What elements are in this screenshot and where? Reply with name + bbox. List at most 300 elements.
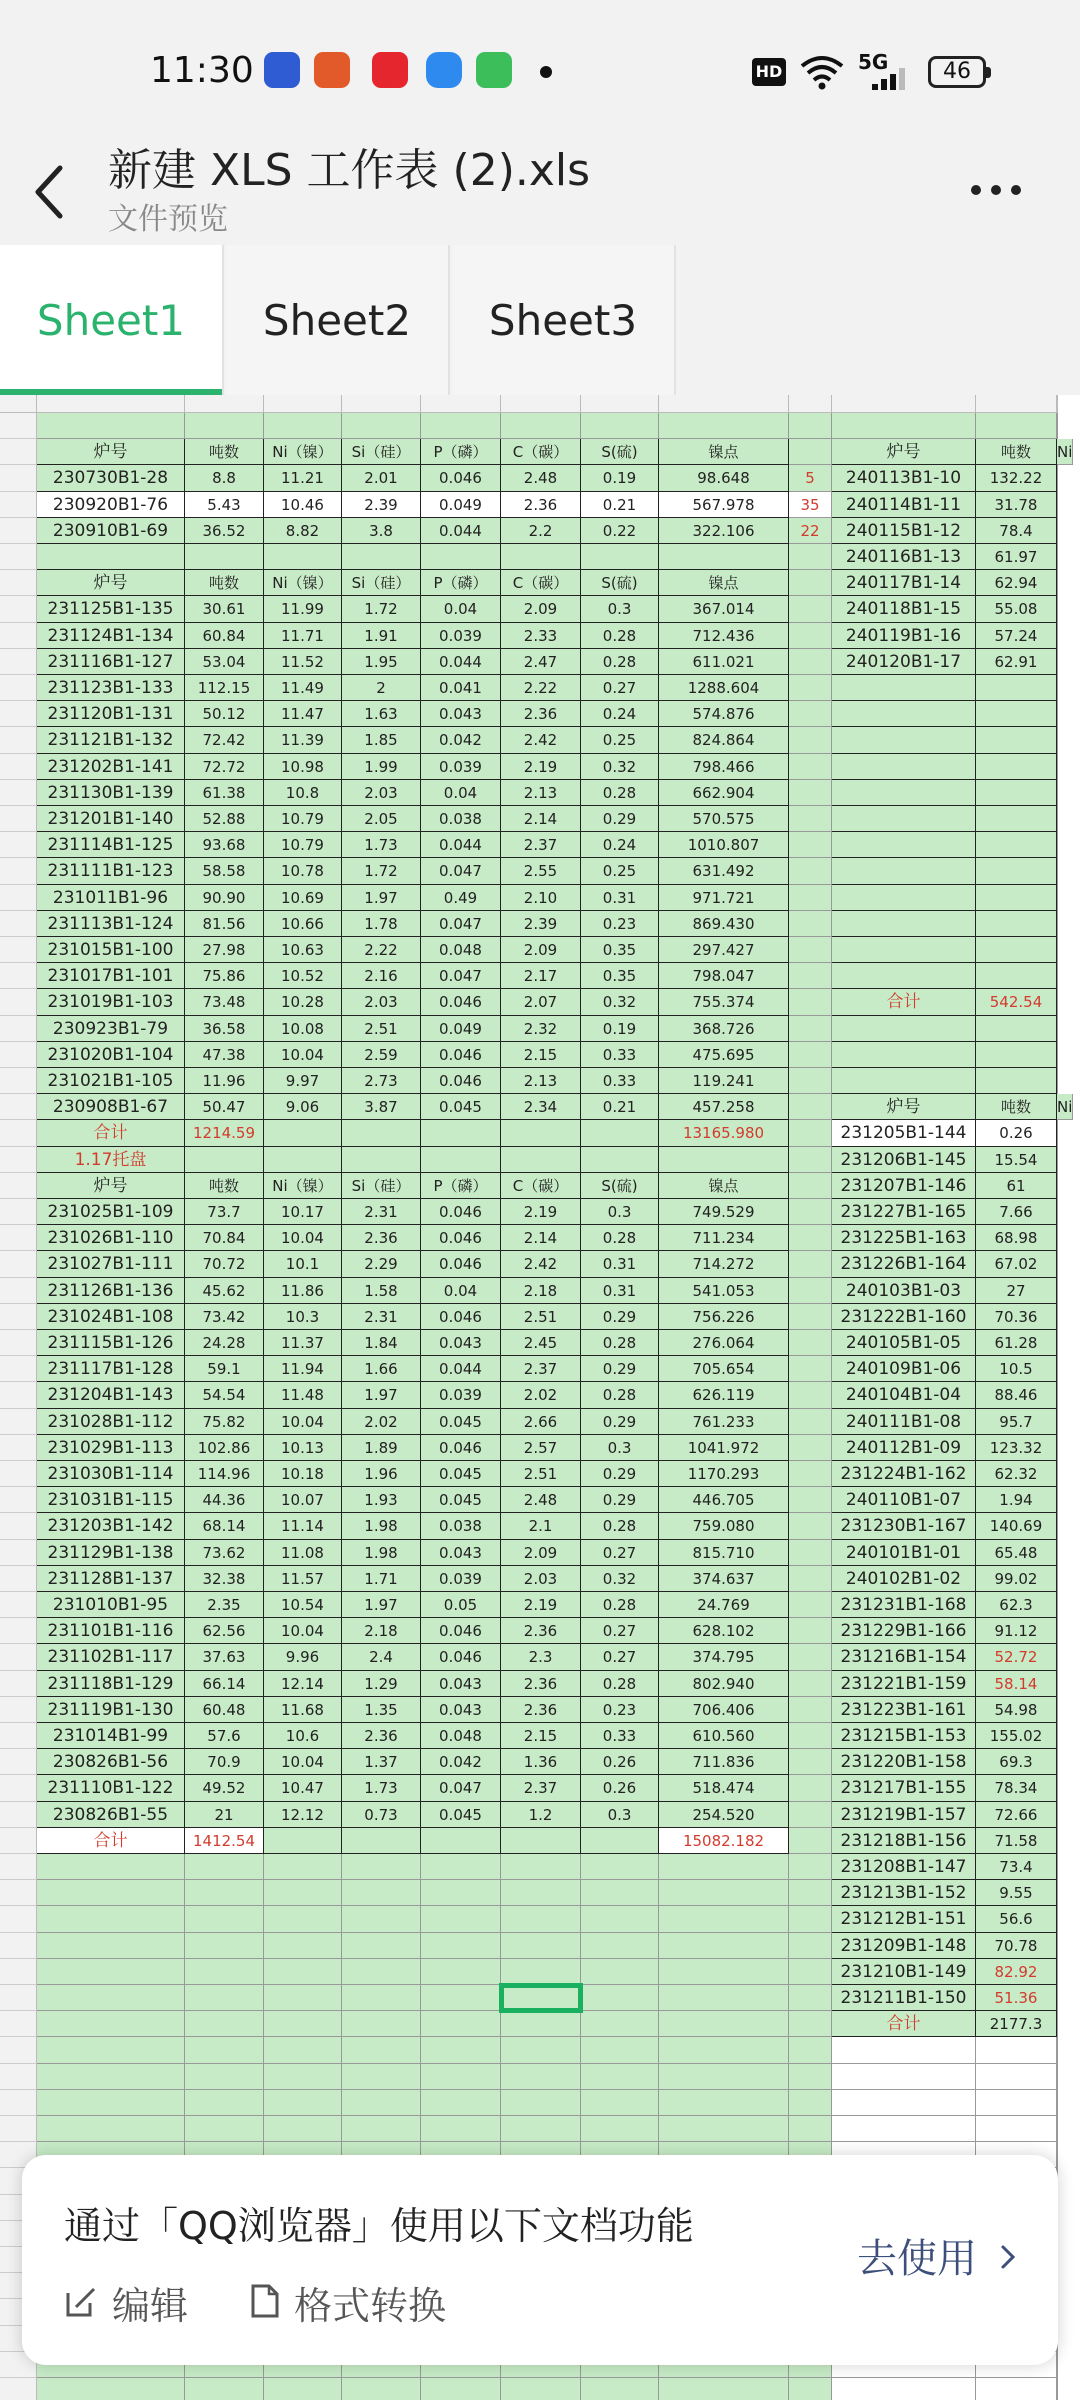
table-cell[interactable]: [501, 2378, 581, 2400]
table-cell[interactable]: 1.99: [342, 754, 421, 780]
table-cell[interactable]: 0.046: [421, 1251, 501, 1277]
table-cell[interactable]: [789, 675, 832, 701]
table-cell[interactable]: 61.28: [976, 1330, 1057, 1356]
table-cell[interactable]: [789, 1802, 832, 1828]
table-cell[interactable]: [581, 1120, 659, 1146]
table-cell[interactable]: [501, 1120, 581, 1146]
table-cell[interactable]: 0.046: [421, 1225, 501, 1251]
column-header[interactable]: [1057, 395, 1058, 413]
table-cell[interactable]: [421, 2090, 501, 2116]
table-cell[interactable]: [832, 727, 976, 753]
table-cell[interactable]: [976, 1068, 1057, 1094]
table-cell[interactable]: 10.18: [264, 1461, 342, 1487]
table-cell[interactable]: [1057, 1618, 1058, 1644]
table-cell[interactable]: 60.84: [185, 623, 264, 649]
column-header[interactable]: [976, 395, 1057, 413]
table-cell[interactable]: C（碳）: [501, 570, 581, 596]
table-cell[interactable]: 2.4: [342, 1644, 421, 1670]
table-cell[interactable]: 99.02: [976, 1566, 1057, 1592]
table-cell[interactable]: 712.436: [659, 623, 789, 649]
table-cell[interactable]: [581, 1933, 659, 1959]
table-cell[interactable]: 240101B1-01: [832, 1540, 976, 1566]
table-cell[interactable]: 230923B1-79: [37, 1016, 185, 1042]
table-cell[interactable]: 2.02: [342, 1409, 421, 1435]
table-cell[interactable]: [421, 1854, 501, 1880]
table-cell[interactable]: [185, 2378, 264, 2400]
table-cell[interactable]: 1.71: [342, 1566, 421, 1592]
table-cell[interactable]: 0.045: [421, 1094, 501, 1120]
table-cell[interactable]: 2.36: [501, 1697, 581, 1723]
table-cell[interactable]: 11.99: [264, 596, 342, 622]
table-cell[interactable]: 759.080: [659, 1513, 789, 1539]
table-cell[interactable]: 2.37: [501, 832, 581, 858]
table-cell[interactable]: [1057, 1749, 1058, 1775]
table-cell[interactable]: 2.48: [501, 1487, 581, 1513]
row-header[interactable]: [0, 570, 37, 596]
table-cell[interactable]: 2.48: [501, 465, 581, 491]
table-cell[interactable]: [832, 2378, 976, 2400]
table-cell[interactable]: [501, 1959, 581, 1985]
row-header[interactable]: [0, 1933, 37, 1959]
table-cell[interactable]: 15.54: [976, 1147, 1057, 1173]
table-cell[interactable]: Ni（镍）: [264, 439, 342, 465]
table-cell[interactable]: 297.427: [659, 937, 789, 963]
table-cell[interactable]: [789, 1566, 832, 1592]
table-cell[interactable]: [789, 1697, 832, 1723]
table-cell[interactable]: [832, 1016, 976, 1042]
table-cell[interactable]: [832, 885, 976, 911]
table-cell[interactable]: 68.14: [185, 1513, 264, 1539]
table-cell[interactable]: [1057, 727, 1058, 753]
table-cell[interactable]: 0.25: [581, 727, 659, 753]
table-cell[interactable]: [832, 806, 976, 832]
table-cell[interactable]: 62.32: [976, 1461, 1057, 1487]
table-cell[interactable]: 240114B1-11: [832, 492, 976, 518]
table-cell[interactable]: 570.575: [659, 806, 789, 832]
table-cell[interactable]: 231114B1-125: [37, 832, 185, 858]
table-cell[interactable]: 0.31: [581, 1251, 659, 1277]
table-cell[interactable]: 2.35: [185, 1592, 264, 1618]
table-cell[interactable]: [1057, 2116, 1058, 2142]
table-cell[interactable]: 457.258: [659, 1094, 789, 1120]
table-cell[interactable]: 0.26: [976, 1120, 1057, 1146]
table-cell[interactable]: [37, 1959, 185, 1985]
table-cell[interactable]: [789, 1513, 832, 1539]
table-cell[interactable]: 231211B1-150: [832, 1985, 976, 2011]
table-cell[interactable]: 95.7: [976, 1409, 1057, 1435]
table-cell[interactable]: [185, 2037, 264, 2063]
table-cell[interactable]: 231202B1-141: [37, 754, 185, 780]
table-cell[interactable]: 2.22: [501, 675, 581, 701]
table-cell[interactable]: [421, 413, 501, 439]
row-header[interactable]: [0, 1435, 37, 1461]
table-cell[interactable]: 2.36: [501, 492, 581, 518]
table-cell[interactable]: [342, 413, 421, 439]
table-cell[interactable]: 231020B1-104: [37, 1042, 185, 1068]
table-cell[interactable]: 2.51: [342, 1016, 421, 1042]
table-cell[interactable]: 50.47: [185, 1094, 264, 1120]
table-cell[interactable]: 0.28: [581, 1513, 659, 1539]
table-cell[interactable]: 98.648: [659, 465, 789, 491]
table-cell[interactable]: [1057, 1068, 1058, 1094]
table-cell[interactable]: [1057, 596, 1058, 622]
table-cell[interactable]: 2.2: [501, 518, 581, 544]
table-cell[interactable]: 869.430: [659, 911, 789, 937]
table-cell[interactable]: 吨数: [185, 1173, 264, 1199]
table-cell[interactable]: [1057, 701, 1058, 727]
table-cell[interactable]: [1057, 1985, 1058, 2011]
table-cell[interactable]: [581, 2037, 659, 2063]
table-cell[interactable]: 0.27: [581, 1644, 659, 1670]
table-cell[interactable]: [976, 2116, 1057, 2142]
row-header[interactable]: [0, 1644, 37, 1670]
table-cell[interactable]: 374.795: [659, 1644, 789, 1670]
edit-button[interactable]: [64, 2275, 188, 2330]
table-cell[interactable]: 231227B1-165: [832, 1199, 976, 1225]
table-cell[interactable]: 11.48: [264, 1382, 342, 1408]
table-cell[interactable]: Ni: [1057, 439, 1073, 465]
table-cell[interactable]: 0.039: [421, 1382, 501, 1408]
table-cell[interactable]: [1057, 1880, 1058, 1906]
table-cell[interactable]: 11.94: [264, 1356, 342, 1382]
table-cell[interactable]: [581, 2116, 659, 2142]
table-cell[interactable]: 231224B1-162: [832, 1461, 976, 1487]
table-cell[interactable]: [1057, 1382, 1058, 1408]
table-cell[interactable]: 2.51: [501, 1304, 581, 1330]
table-cell[interactable]: 0.32: [581, 1566, 659, 1592]
column-header[interactable]: [789, 395, 832, 413]
table-cell[interactable]: [1057, 1487, 1058, 1513]
table-cell[interactable]: [976, 1016, 1057, 1042]
table-cell[interactable]: [659, 2378, 789, 2400]
table-cell[interactable]: [789, 544, 832, 570]
table-cell[interactable]: [832, 832, 976, 858]
table-cell[interactable]: [789, 1592, 832, 1618]
table-cell[interactable]: [421, 1880, 501, 1906]
table-cell[interactable]: 0.05: [421, 1592, 501, 1618]
row-header[interactable]: [0, 1513, 37, 1539]
table-cell[interactable]: [501, 544, 581, 570]
table-cell[interactable]: [659, 2116, 789, 2142]
table-cell[interactable]: 802.940: [659, 1671, 789, 1697]
table-cell[interactable]: 0.044: [421, 832, 501, 858]
tab-sheet2[interactable]: Sheet2: [226, 245, 450, 395]
row-header[interactable]: [0, 1618, 37, 1644]
table-cell[interactable]: 58.14: [976, 1671, 1057, 1697]
table-cell[interactable]: 2177.3: [976, 2011, 1057, 2037]
back-button[interactable]: [30, 150, 90, 230]
table-cell[interactable]: 231230B1-167: [832, 1513, 976, 1539]
table-cell[interactable]: 2.10: [501, 885, 581, 911]
table-cell[interactable]: 0.046: [421, 1435, 501, 1461]
table-cell[interactable]: 炉号: [832, 439, 976, 465]
table-cell[interactable]: [976, 2064, 1057, 2090]
table-cell[interactable]: 22: [789, 518, 832, 544]
table-cell[interactable]: 5.43: [185, 492, 264, 518]
table-cell[interactable]: 镍点: [659, 439, 789, 465]
table-cell[interactable]: 1214.59: [185, 1120, 264, 1146]
table-cell[interactable]: [976, 858, 1057, 884]
table-cell[interactable]: [789, 1933, 832, 1959]
table-cell[interactable]: 36.52: [185, 518, 264, 544]
table-cell[interactable]: 1.93: [342, 1487, 421, 1513]
table-cell[interactable]: 0.29: [581, 1356, 659, 1382]
table-cell[interactable]: 0.047: [421, 963, 501, 989]
table-cell[interactable]: 231029B1-113: [37, 1435, 185, 1461]
table-cell[interactable]: 0.041: [421, 675, 501, 701]
table-cell[interactable]: [264, 1854, 342, 1880]
table-cell[interactable]: 518.474: [659, 1775, 789, 1801]
table-cell[interactable]: [1057, 2037, 1058, 2063]
table-cell[interactable]: [342, 2064, 421, 2090]
row-header[interactable]: [0, 1225, 37, 1251]
table-cell[interactable]: [789, 1068, 832, 1094]
table-cell[interactable]: 1.98: [342, 1513, 421, 1539]
table-cell[interactable]: [421, 1959, 501, 1985]
table-cell[interactable]: [789, 413, 832, 439]
table-cell[interactable]: [789, 1147, 832, 1173]
table-cell[interactable]: [1057, 1933, 1058, 1959]
table-cell[interactable]: 0.045: [421, 1802, 501, 1828]
table-cell[interactable]: 2.18: [342, 1618, 421, 1644]
tab-sheet3[interactable]: Sheet3: [452, 245, 676, 395]
table-cell[interactable]: [342, 1985, 421, 2011]
table-cell[interactable]: 231203B1-142: [37, 1513, 185, 1539]
table-cell[interactable]: [832, 780, 976, 806]
table-cell[interactable]: [789, 2090, 832, 2116]
table-cell[interactable]: [789, 1959, 832, 1985]
table-cell[interactable]: 1.96: [342, 1461, 421, 1487]
table-cell[interactable]: [185, 1854, 264, 1880]
table-cell[interactable]: 231031B1-115: [37, 1487, 185, 1513]
table-cell[interactable]: 11.37: [264, 1330, 342, 1356]
table-cell[interactable]: 56.6: [976, 1906, 1057, 1932]
table-cell[interactable]: 10.79: [264, 832, 342, 858]
table-cell[interactable]: 231220B1-158: [832, 1749, 976, 1775]
row-header[interactable]: [0, 937, 37, 963]
table-cell[interactable]: 吨数: [976, 1094, 1057, 1120]
table-cell[interactable]: 0.29: [581, 1461, 659, 1487]
table-cell[interactable]: [264, 2064, 342, 2090]
table-cell[interactable]: [581, 1880, 659, 1906]
table-cell[interactable]: 36.58: [185, 1016, 264, 1042]
table-cell[interactable]: [264, 2011, 342, 2037]
table-cell[interactable]: [789, 2378, 832, 2400]
table-cell[interactable]: 11.71: [264, 623, 342, 649]
table-cell[interactable]: [789, 1094, 832, 1120]
table-cell[interactable]: 761.233: [659, 1409, 789, 1435]
table-cell[interactable]: [1057, 2352, 1058, 2378]
row-header[interactable]: [0, 439, 37, 465]
table-cell[interactable]: 231225B1-163: [832, 1225, 976, 1251]
table-cell[interactable]: 123.32: [976, 1435, 1057, 1461]
tab-sheet1[interactable]: Sheet1: [0, 245, 224, 395]
table-cell[interactable]: 合计: [832, 2011, 976, 2037]
table-cell[interactable]: 2.09: [501, 596, 581, 622]
row-header[interactable]: [0, 413, 37, 439]
table-cell[interactable]: [789, 2037, 832, 2063]
table-cell[interactable]: 1.84: [342, 1330, 421, 1356]
table-cell[interactable]: 2.57: [501, 1435, 581, 1461]
table-cell[interactable]: [342, 2378, 421, 2400]
table-cell[interactable]: [581, 413, 659, 439]
table-cell[interactable]: 62.94: [976, 570, 1057, 596]
table-cell[interactable]: 755.374: [659, 989, 789, 1015]
table-cell[interactable]: [789, 623, 832, 649]
row-header[interactable]: [0, 1199, 37, 1225]
table-cell[interactable]: 1.37: [342, 1749, 421, 1775]
table-cell[interactable]: 55.08: [976, 596, 1057, 622]
table-cell[interactable]: [421, 2064, 501, 2090]
row-header[interactable]: [0, 2116, 37, 2142]
table-cell[interactable]: [581, 1147, 659, 1173]
table-cell[interactable]: [421, 1120, 501, 1146]
row-header[interactable]: [0, 1854, 37, 1880]
table-cell[interactable]: [789, 727, 832, 753]
table-cell[interactable]: 10.54: [264, 1592, 342, 1618]
table-cell[interactable]: 32.38: [185, 1566, 264, 1592]
table-cell[interactable]: [659, 1147, 789, 1173]
table-cell[interactable]: 2.03: [342, 780, 421, 806]
table-cell[interactable]: 1.36: [501, 1749, 581, 1775]
row-header[interactable]: [0, 1697, 37, 1723]
table-cell[interactable]: 230908B1-67: [37, 1094, 185, 1120]
table-cell[interactable]: 62.3: [976, 1592, 1057, 1618]
table-cell[interactable]: 53.04: [185, 649, 264, 675]
table-cell[interactable]: 231128B1-137: [37, 1566, 185, 1592]
table-cell[interactable]: [1057, 1120, 1058, 1146]
table-cell[interactable]: 132.22: [976, 465, 1057, 491]
table-cell[interactable]: 9.97: [264, 1068, 342, 1094]
table-cell[interactable]: 1.29: [342, 1671, 421, 1697]
row-header[interactable]: [0, 701, 37, 727]
table-cell[interactable]: 90.90: [185, 885, 264, 911]
table-cell[interactable]: 815.710: [659, 1540, 789, 1566]
table-cell[interactable]: 10.07: [264, 1487, 342, 1513]
table-cell[interactable]: 10.08: [264, 1016, 342, 1042]
table-cell[interactable]: 0.042: [421, 727, 501, 753]
table-cell[interactable]: 70.72: [185, 1251, 264, 1277]
table-cell[interactable]: [789, 1618, 832, 1644]
table-cell[interactable]: [1057, 1592, 1058, 1618]
table-cell[interactable]: 231206B1-145: [832, 1147, 976, 1173]
table-cell[interactable]: 0.043: [421, 701, 501, 727]
row-header[interactable]: [0, 989, 37, 1015]
table-cell[interactable]: [832, 858, 976, 884]
table-cell[interactable]: [659, 544, 789, 570]
table-cell[interactable]: 231120B1-131: [37, 701, 185, 727]
table-cell[interactable]: 2.34: [501, 1094, 581, 1120]
table-cell[interactable]: [185, 2064, 264, 2090]
table-cell[interactable]: [501, 1147, 581, 1173]
table-cell[interactable]: 0.24: [581, 832, 659, 858]
selected-cell[interactable]: [499, 1983, 583, 2013]
table-cell[interactable]: 0.19: [581, 465, 659, 491]
table-cell[interactable]: 231125B1-135: [37, 596, 185, 622]
table-cell[interactable]: 2.42: [501, 1251, 581, 1277]
table-cell[interactable]: [789, 1775, 832, 1801]
table-cell[interactable]: 0.28: [581, 1330, 659, 1356]
table-cell[interactable]: 230920B1-76: [37, 492, 185, 518]
row-header[interactable]: [0, 1304, 37, 1330]
table-cell[interactable]: 0.045: [421, 1461, 501, 1487]
table-cell[interactable]: 367.014: [659, 596, 789, 622]
table-cell[interactable]: 10.8: [264, 780, 342, 806]
table-cell[interactable]: S(硫): [581, 570, 659, 596]
table-cell[interactable]: [789, 1356, 832, 1382]
table-cell[interactable]: 231110B1-122: [37, 1775, 185, 1801]
table-cell[interactable]: Si（硅）: [342, 570, 421, 596]
table-cell[interactable]: 0.048: [421, 937, 501, 963]
row-header[interactable]: [0, 858, 37, 884]
row-header[interactable]: [0, 2011, 37, 2037]
table-cell[interactable]: 1.78: [342, 911, 421, 937]
table-cell[interactable]: [185, 2116, 264, 2142]
table-cell[interactable]: 231011B1-96: [37, 885, 185, 911]
table-cell[interactable]: 0.043: [421, 1697, 501, 1723]
table-cell[interactable]: 231027B1-111: [37, 1251, 185, 1277]
table-cell[interactable]: 2.47: [501, 649, 581, 675]
table-cell[interactable]: 231030B1-114: [37, 1461, 185, 1487]
table-cell[interactable]: 231226B1-164: [832, 1251, 976, 1277]
table-cell[interactable]: 0.27: [581, 1540, 659, 1566]
table-cell[interactable]: 2.31: [342, 1199, 421, 1225]
table-cell[interactable]: 231129B1-138: [37, 1540, 185, 1566]
table-cell[interactable]: 0.049: [421, 1016, 501, 1042]
table-cell[interactable]: 73.42: [185, 1304, 264, 1330]
table-cell[interactable]: 0.49: [421, 885, 501, 911]
table-cell[interactable]: [789, 1173, 832, 1199]
table-cell[interactable]: 0.047: [421, 858, 501, 884]
row-header[interactable]: [0, 1880, 37, 1906]
table-cell[interactable]: 705.654: [659, 1356, 789, 1382]
table-cell[interactable]: [976, 885, 1057, 911]
table-cell[interactable]: 1.17托盘: [37, 1147, 185, 1173]
table-cell[interactable]: 炉号: [37, 439, 185, 465]
row-header[interactable]: [0, 1487, 37, 1513]
row-header[interactable]: [0, 1330, 37, 1356]
table-cell[interactable]: 10.5: [976, 1356, 1057, 1382]
table-cell[interactable]: 231204B1-143: [37, 1382, 185, 1408]
table-cell[interactable]: 2.36: [501, 1618, 581, 1644]
table-cell[interactable]: [832, 675, 976, 701]
table-cell[interactable]: [501, 1828, 581, 1854]
table-cell[interactable]: 10.66: [264, 911, 342, 937]
table-cell[interactable]: 119.241: [659, 1068, 789, 1094]
table-cell[interactable]: Si（硅）: [342, 439, 421, 465]
table-cell[interactable]: 2.37: [501, 1775, 581, 1801]
table-cell[interactable]: [976, 727, 1057, 753]
table-cell[interactable]: 231213B1-152: [832, 1880, 976, 1906]
table-cell[interactable]: 446.705: [659, 1487, 789, 1513]
table-cell[interactable]: 1.72: [342, 596, 421, 622]
table-cell[interactable]: [789, 1120, 832, 1146]
table-cell[interactable]: 798.047: [659, 963, 789, 989]
table-cell[interactable]: [976, 2037, 1057, 2063]
table-cell[interactable]: [1057, 2090, 1058, 2116]
table-cell[interactable]: 231221B1-159: [832, 1671, 976, 1697]
row-header[interactable]: [0, 1959, 37, 1985]
table-cell[interactable]: 0.32: [581, 989, 659, 1015]
table-cell[interactable]: [832, 937, 976, 963]
table-cell[interactable]: [789, 754, 832, 780]
table-cell[interactable]: 714.272: [659, 1251, 789, 1277]
table-cell[interactable]: 93.68: [185, 832, 264, 858]
table-cell[interactable]: 88.46: [976, 1382, 1057, 1408]
table-cell[interactable]: S(硫): [581, 1173, 659, 1199]
table-cell[interactable]: 706.406: [659, 1697, 789, 1723]
table-cell[interactable]: 75.82: [185, 1409, 264, 1435]
